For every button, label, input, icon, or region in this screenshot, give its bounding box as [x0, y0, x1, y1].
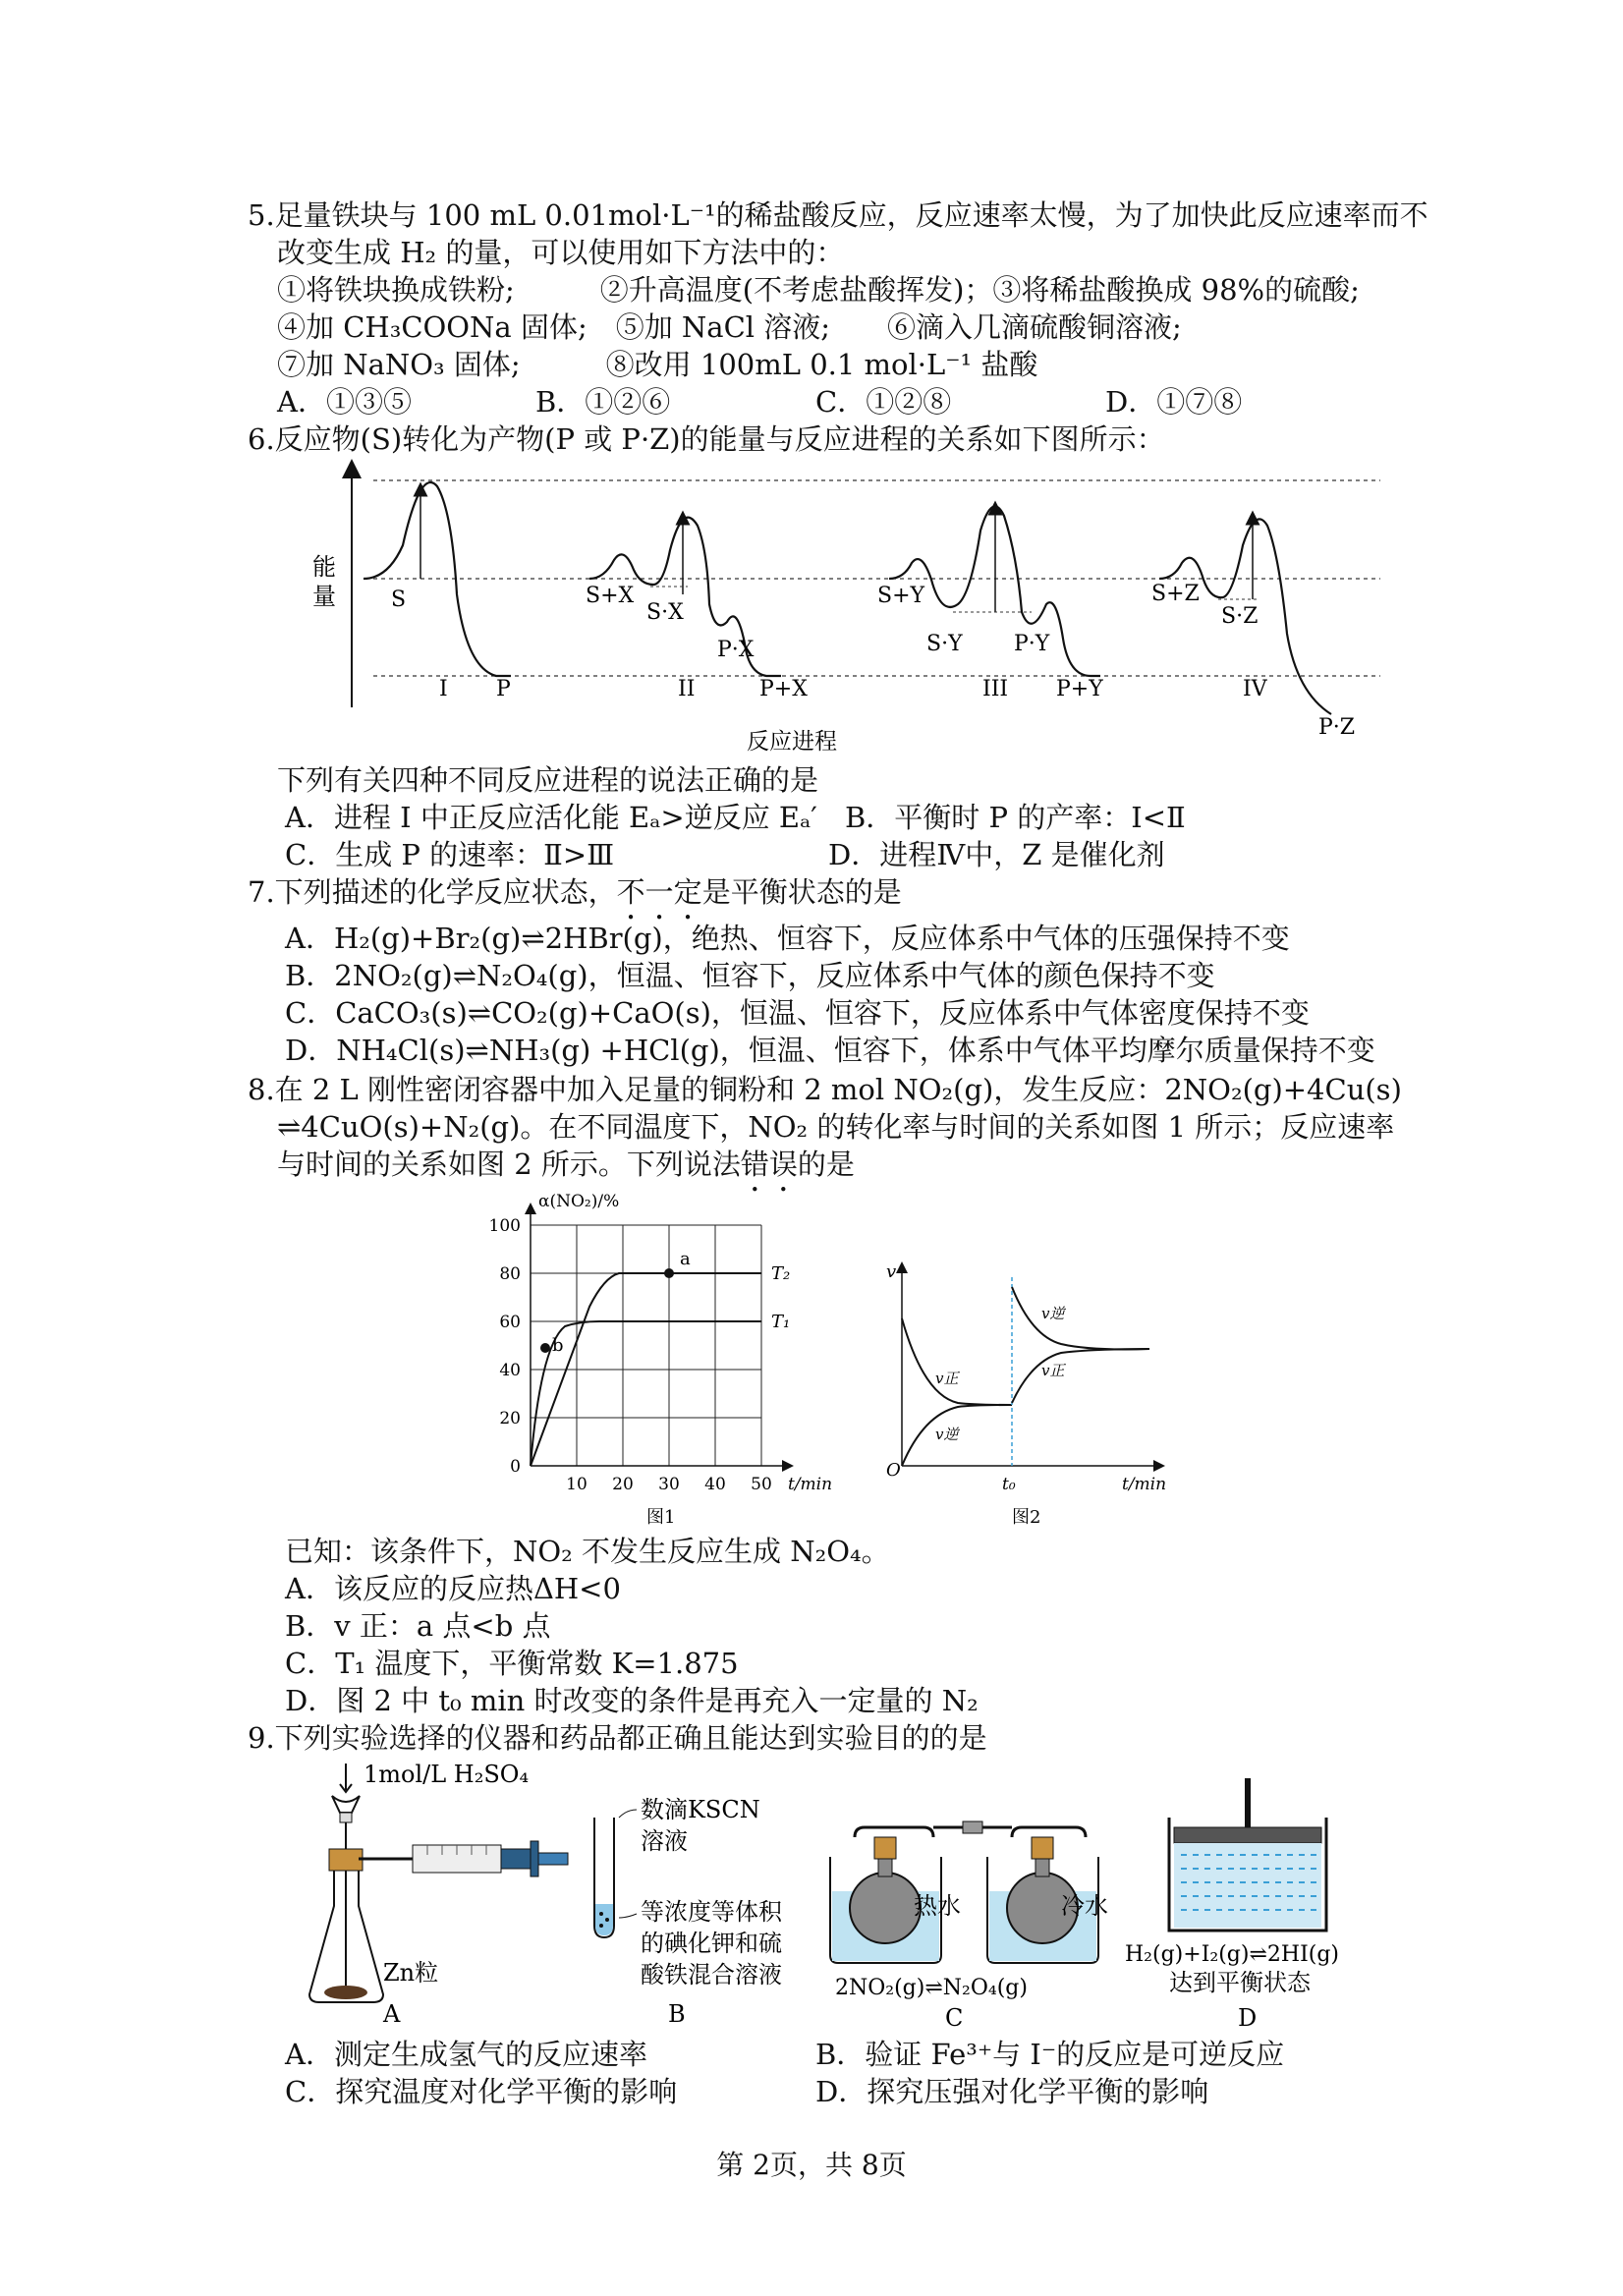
q6-prompt: 下列有关四种不同反应进程的说法正确的是 [277, 763, 819, 797]
q6-option-a: A．进程 I 中正反应活化能 Eₐ>逆反应 Eₐ′ [285, 801, 817, 834]
q5-option-b: B．①②⑥ [535, 385, 671, 419]
fig2-y-axis-label: v [886, 1261, 897, 1282]
point-b-label: b [552, 1335, 564, 1356]
q5-methods-line1: ①将铁块换成铁粉; ②升高温度(不考虑盐酸挥发)；③将稀盐酸换成 98%的硫酸; [277, 273, 1360, 307]
mixture-label-line2: 的碘化钾和硫 [641, 1930, 782, 1957]
q5-option-c: C．①②⑧ [815, 385, 952, 419]
fig2-label-v-forward-after: v正 [1041, 1362, 1065, 1379]
fig2-origin: O [886, 1460, 901, 1481]
label-P-X: P·X [717, 638, 755, 662]
no2-equilibrium-label: 2NO₂(g)⇌N₂O₄(g) [835, 1976, 1028, 2000]
apparatus-c-label: C [945, 2004, 964, 2029]
q6-stem: 6.反应物(S)转化为产物(P 或 P·Z)的能量与反应进程的关系如下图所示： [248, 422, 1165, 456]
hi-equilibrium-label: H₂(g)+I₂(g)⇌2HI(g) [1125, 1942, 1340, 1967]
q5-option-a: A．①③⑤ [277, 385, 412, 419]
fig1-xtick-10: 10 [566, 1475, 588, 1494]
fig1-ytick-20: 20 [499, 1409, 521, 1428]
cold-water-label: 冷水 [1061, 1892, 1108, 1920]
q8-option-d: D．图 2 中 t₀ min 时改变的条件是再充入一定量的 N₂ [285, 1684, 979, 1717]
q6-option-b: B．平衡时 P 的产率：Ⅰ<Ⅱ [845, 801, 1186, 834]
q8-stem-line2: ⇌4CuO(s)+N₂(g)。在不同温度下，NO₂ 的转化率与时间的关系如图 1 所示；反应速率 [277, 1110, 1395, 1144]
label-S: S [391, 588, 407, 612]
fig2-label-v-forward-before: v正 [935, 1370, 959, 1387]
kscn-label-line1: 数滴KSCN [641, 1796, 760, 1823]
curve-v-reverse-after [1012, 1287, 1149, 1349]
kscn-label-line2: 溶液 [641, 1827, 688, 1855]
fig2-label-v-reverse-before: v逆 [935, 1426, 959, 1443]
fig1-ytick-60: 60 [499, 1313, 521, 1332]
curve-T1-label: T₁ [771, 1312, 791, 1332]
q7-stem [248, 873, 902, 926]
curve-v-forward-after [1012, 1349, 1149, 1403]
apparatus-d-label: D [1238, 2004, 1258, 2029]
q8-stem-line1: 8.在 2 L 刚性密闭容器中加入足量的铜粉和 2 mol NO₂(g)，发生反应：2NO₂(g)+4Cu(s) [248, 1073, 1402, 1106]
figure-2-rate [865, 1258, 1199, 1533]
apparatus-c [825, 1798, 1120, 2029]
label-P-plus-Y: P+Y [1056, 677, 1103, 701]
q5-stem-line2: 改变生成 H₂ 的量，可以使用如下方法中的： [277, 236, 845, 269]
figure-1-conversion [472, 1189, 865, 1533]
q9-option-a: A．测定生成氢气的反应速率 [285, 2038, 647, 2071]
label-P: P [496, 677, 511, 701]
reagent-h2so4-label: 1mol/L H₂SO₄ [364, 1761, 530, 1788]
fig1-xtick-40: 40 [704, 1475, 726, 1494]
energy-label-line2: 量 [312, 583, 336, 610]
equilibrium-state-label: 达到平衡状态 [1169, 1969, 1311, 1996]
energy-label-line1: 能 [312, 553, 336, 581]
fig1-xtick-50: 50 [751, 1475, 772, 1494]
energy-x-axis-label: 反应进程 [747, 729, 837, 755]
q5-methods-line3: ⑦加 NaNO₃ 固体; ⑧改用 100mL 0.1 mol·L⁻¹ 盐酸 [277, 348, 1038, 381]
q8-stem3-emphasis: 错误 [740, 1148, 798, 1181]
label-S-plus-Z: S+Z [1151, 582, 1200, 606]
apparatus-b-label: B [668, 2000, 686, 2028]
label-S-plus-X: S+X [586, 584, 635, 608]
fig1-xtick-30: 30 [658, 1475, 680, 1494]
flask-hot [850, 1873, 921, 1943]
fig2-caption: 图2 [1012, 1507, 1041, 1528]
q7-option-d: D．NH₄Cl(s)⇌NH₃(g) +HCl(g)，恒温、恒容下，体系中气体平均摩尔质量保持不变 [285, 1034, 1375, 1067]
q5-stem-line1: 5.足量铁块与 100 mL 0.01mol·L⁻¹的稀盐酸反应，反应速率太慢，为了加快此反应速率而不 [248, 198, 1428, 232]
label-P-Y: P·Y [1014, 632, 1050, 656]
fig1-caption: 图1 [646, 1507, 676, 1528]
q6-option-c: C．生成 P 的速率：Ⅱ>Ⅲ [285, 838, 615, 871]
label-S-plus-Y: S+Y [877, 584, 925, 608]
fig2-x-axis-label: t/min [1122, 1475, 1167, 1494]
piston [1174, 1827, 1321, 1843]
fig1-y-axis-label: α(NO₂)/% [538, 1192, 620, 1211]
label-IV: IV [1243, 677, 1267, 701]
point-b [540, 1343, 550, 1353]
mixture-label-line1: 等浓度等体积 [641, 1898, 782, 1926]
label-S-Z: S·Z [1221, 604, 1259, 629]
mixture-label-line3: 酸铁混合溶液 [641, 1961, 782, 1988]
connector-clip [963, 1821, 982, 1833]
q9-option-d: D．探究压强对化学平衡的影响 [815, 2075, 1209, 2108]
fig2-t0-label: t₀ [1002, 1475, 1016, 1494]
page-footer: 第 2页，共 8页 [716, 2149, 907, 2181]
zinc-granules [324, 1986, 367, 1999]
q8-option-b: B．v 正：a 点<b 点 [285, 1609, 551, 1643]
q9-option-b: B．验证 Fe³⁺与 I⁻的反应是可逆反应 [815, 2038, 1285, 2071]
q8-known: 已知：该条件下，NO₂ 不发生反应生成 N₂O₄。 [285, 1535, 890, 1568]
fig1-xtick-20: 20 [612, 1475, 634, 1494]
label-III: III [982, 677, 1009, 701]
apparatus-d [1120, 1768, 1375, 2029]
q7-stem-part2: 是平衡状态的是 [701, 875, 902, 909]
label-S-X: S·X [646, 600, 684, 625]
point-a-label: a [680, 1249, 691, 1269]
fig1-ytick-0: 0 [510, 1457, 521, 1477]
label-I: I [439, 677, 448, 701]
fig1-x-axis-label: t/min [788, 1475, 833, 1494]
curve-T1 [531, 1321, 761, 1466]
label-P-Z: P·Z [1318, 715, 1356, 740]
q9-option-c: C．探究温度对化学平衡的影响 [285, 2075, 678, 2108]
apparatus-a-label: A [383, 2000, 401, 2028]
fig1-ytick-40: 40 [499, 1361, 521, 1380]
q7-option-b: B．2NO₂(g)⇌N₂O₄(g)，恒温、恒容下，反应体系中气体的颜色保持不变 [285, 959, 1215, 992]
label-II: II [678, 677, 696, 701]
energy-diagram [305, 457, 1395, 766]
curve-T2-label: T₂ [771, 1263, 791, 1284]
q9-stem: 9.下列实验选择的仪器和药品都正确且能达到实验目的的是 [248, 1721, 987, 1755]
point-a [664, 1268, 674, 1278]
label-S-Y: S·Y [926, 632, 963, 656]
mixed-solution [595, 1904, 613, 1935]
q7-option-c: C．CaCO₃(s)⇌CO₂(g)+CaO(s)，恒温、恒容下，反应体系中气体密度保持不变 [285, 996, 1310, 1030]
q6-option-d: D．进程Ⅳ中，Z 是催化剂 [828, 838, 1165, 871]
fig1-ytick-80: 80 [499, 1264, 521, 1284]
apparatus-a [305, 1759, 580, 2029]
label-P-plus-X: P+X [759, 677, 808, 701]
q8-option-c: C．T₁ 温度下，平衡常数 K=1.875 [285, 1647, 739, 1680]
apparatus-b [580, 1788, 815, 2029]
hot-water-label: 热水 [914, 1892, 961, 1920]
zn-label: Zn粒 [383, 1959, 439, 1987]
q7-option-a: A．H₂(g)+Br₂(g)⇌2HBr(g)，绝热、恒容下，反应体系中气体的压强保持不变 [285, 922, 1290, 955]
q5-option-d: D．①⑦⑧ [1105, 385, 1243, 419]
q5-methods-line2: ④加 CH₃COONa 固体; ⑤加 NaCl 溶液; ⑥滴入几滴硫酸铜溶液; [277, 310, 1182, 344]
q8-stem3-part1: 与时间的关系如图 2 所示。下列说法 [277, 1148, 741, 1181]
q8-stem3-part2: 的是 [797, 1148, 855, 1181]
curve-v-forward-before [902, 1318, 1012, 1405]
fig2-label-v-reverse-after: v逆 [1041, 1305, 1065, 1322]
fig1-ytick-100: 100 [488, 1216, 521, 1236]
q8-option-a: A．该反应的反应热ΔH<0 [285, 1572, 621, 1605]
q7-stem-emphasis: 不一定 [616, 875, 702, 909]
q7-stem-part1: 7.下列描述的化学反应状态， [248, 875, 617, 909]
